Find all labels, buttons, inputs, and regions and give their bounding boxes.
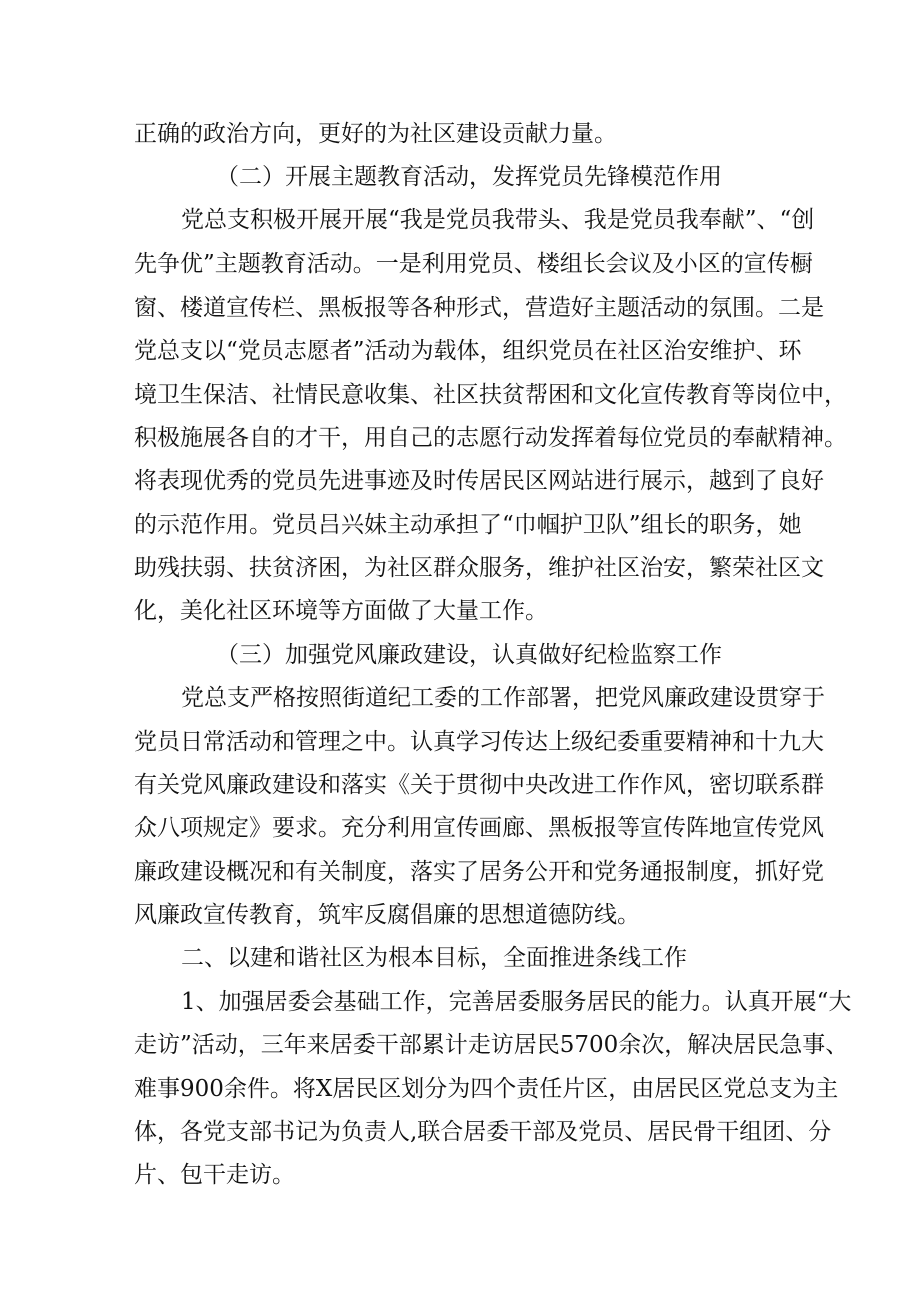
text-line: 党总支严格按照街道纪工委的工作部署，把党风廉政建设贯穿于: [181, 685, 825, 711]
text-line: 有关党风廉政建设和落实《关于贯彻中央改进工作作风，密切联系群: [134, 772, 824, 798]
text-line: 助残扶弱、扶贫济困，为社区群众服务，维护社区治安，繁荣社区文: [134, 555, 824, 581]
text-line: 难事900余件。将X居民区划分为四个责任片区，由居民区党总支为主: [134, 1076, 839, 1102]
text-line: 先争优”主题教育活动。一是利用党员、楼组长会议及小区的宣传橱: [134, 251, 813, 277]
text-line: 窗、楼道宣传栏、黑板报等各种形式，营造好主题活动的氛围。二是: [134, 295, 824, 321]
section-heading: （三）加强党风廉政建设，认真做好纪检监察工作: [216, 642, 722, 668]
chapter-heading: 二、以建和谐社区为根本目标，全面推进条线工作: [181, 945, 687, 971]
text-line: 境卫生保洁、社情民意收集、社区扶贫帮困和文化宣传教育等岗位中，: [134, 382, 847, 408]
text-line: 将表现优秀的党员先进事迹及时传居民区网站进行展示，越到了良好: [134, 468, 824, 494]
text-line: 众八项规定》要求。充分利用宣传画廊、黑板报等宣传阵地宣传党风: [134, 815, 824, 841]
text-line: 1、加强居委会基础工作，完善居委服务居民的能力。认真开展“大: [181, 989, 852, 1015]
text-line: 化，美化社区环境等方面做了大量工作。: [134, 598, 548, 624]
text-line: 积极施展各自的才干，用自己的志愿行动发挥着每位党员的奉献精神。: [134, 425, 847, 451]
text-line: 党总支积极开展开展“我是党员我带头、我是党员我奉献”、“创: [181, 207, 815, 233]
section-heading: （二）开展主题教育活动，发挥党员先锋模范作用: [216, 164, 722, 190]
text-line: 党总支以“党员志愿者”活动为载体，组织党员在社区治安维护、环: [134, 338, 802, 364]
text-line: 党员日常活动和管理之中。认真学习传达上级纪委重要精神和十九大: [134, 729, 824, 755]
text-line: 正确的政治方向，更好的为社区建设贡献力量。: [134, 121, 617, 147]
text-line: 的示范作用。党员吕兴妹主动承担了“巾帼护卫队”组长的职务，她: [134, 512, 802, 538]
text-line: 廉政建设概况和有关制度，落实了居务公开和党务通报制度，抓好党: [134, 859, 824, 885]
text-line: 走访”活动，三年来居委干部累计走访居民5700余次，解决居民急事、: [134, 1032, 849, 1058]
text-line: 体，各党支部书记为负责人,联合居委干部及党员、居民骨干组团、分: [134, 1119, 832, 1145]
text-line: 风廉政宣传教育，筑牢反腐倡廉的思想道德防线。: [134, 902, 640, 928]
text-line: 片、包干走访。: [134, 1162, 295, 1188]
